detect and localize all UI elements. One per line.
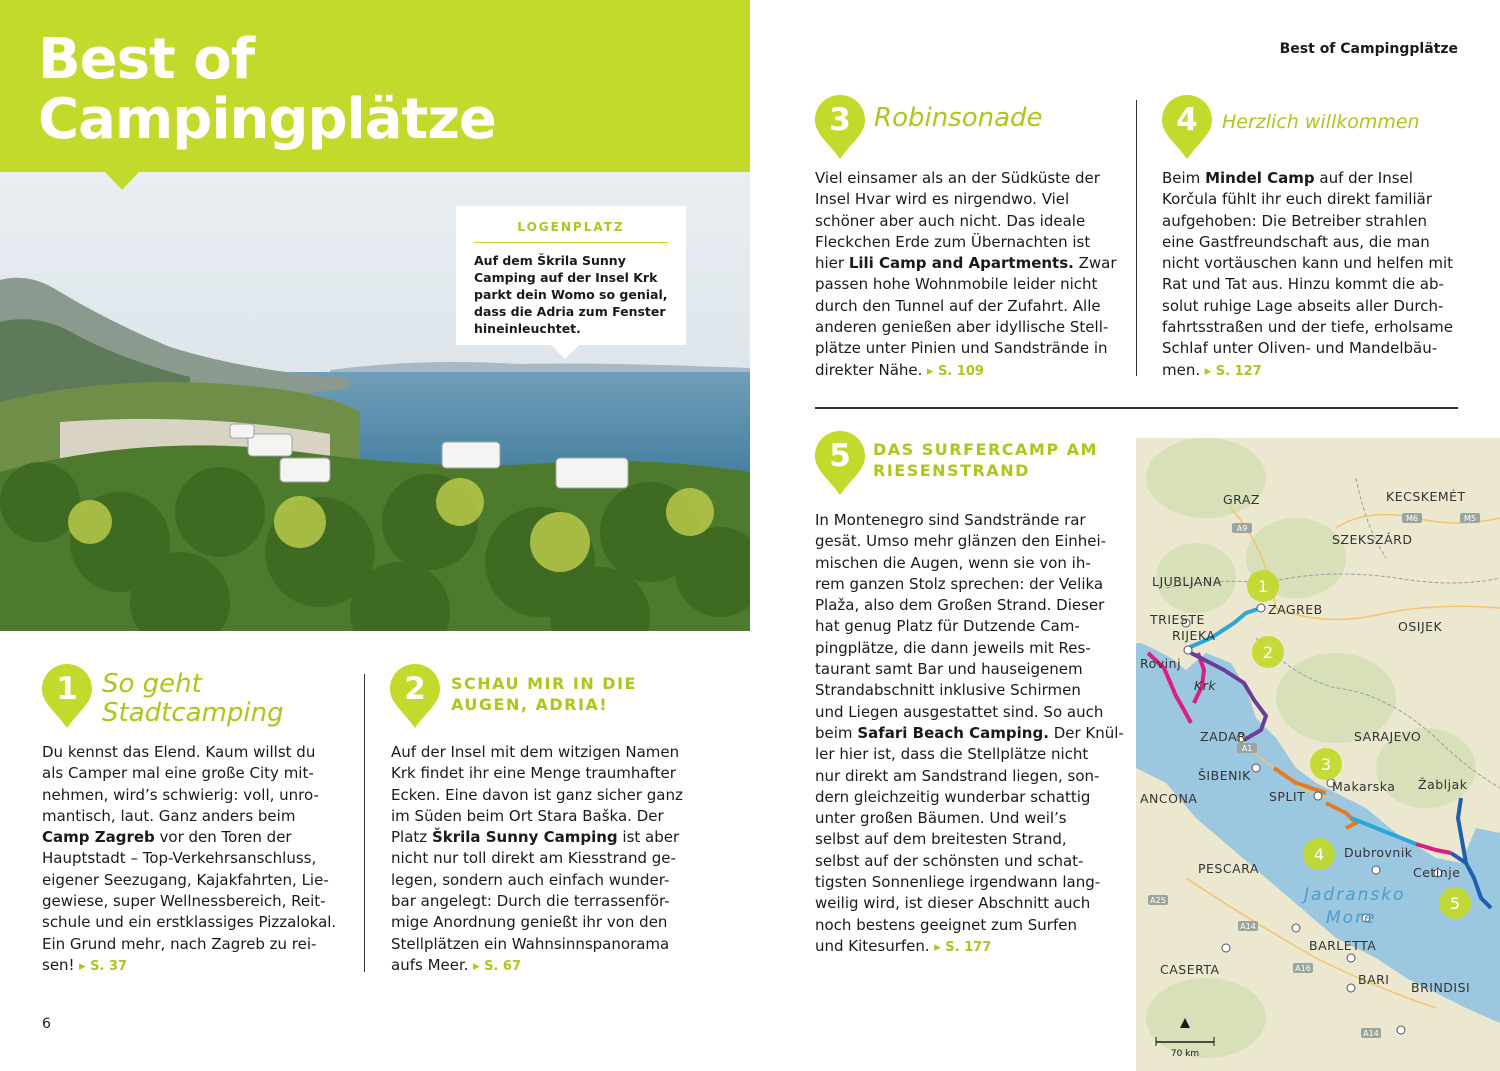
body-line: mige Anordnung genießt ihr von den	[391, 913, 668, 932]
map-city-label: ANCONA	[1140, 791, 1198, 806]
title-block	[0, 0, 750, 172]
section-5-marker: 5	[815, 431, 865, 495]
body-line: nicht nur toll direkt am Kiesstrand ge-	[391, 849, 676, 868]
section-divider	[815, 407, 1458, 409]
map-city-label: LJUBLJANA	[1152, 574, 1222, 589]
map-city-label: TRIESTE	[1150, 612, 1205, 627]
body-line: men. ▸ S. 127	[1162, 360, 1262, 379]
body-line: plätze unter Pinien und Sandstrände in	[815, 339, 1108, 358]
body-line: anderen genießen aber idyllische Stell-	[815, 318, 1109, 337]
body-line: Strandabschnitt inklusive Schirmen	[815, 681, 1081, 700]
body-line: weilig wird, ist dieser Abschnitt auch	[815, 894, 1091, 913]
map-marker-number: 2	[1262, 643, 1274, 662]
body-line: Viel einsamer als an der Südküste der	[815, 169, 1100, 187]
body-line: Platz Škrila Sunny Camping ist aber	[391, 828, 680, 847]
map-city-label: BARI	[1358, 972, 1390, 987]
page-reference-link[interactable]: ▸ S. 37	[74, 958, 128, 974]
body-line: Du kennst das Elend. Kaum willst du	[42, 743, 316, 761]
body-line: schule und ein erstklassiges Pizzalokal.	[42, 913, 337, 932]
page-title-line2: Campingplätze	[38, 87, 496, 152]
route-map	[1136, 438, 1500, 1071]
map-road-label: A1	[1241, 744, 1253, 753]
map-marker-number: 3	[1320, 755, 1332, 774]
map-city-label: PESCARA	[1198, 861, 1259, 876]
page-reference-link[interactable]: ▸ S. 109	[922, 363, 984, 379]
body-line: Ecken. Eine davon ist ganz sicher ganz	[391, 785, 683, 804]
body-line: als Camper mal eine große City mit-	[42, 764, 314, 783]
body-line: aufs Meer. ▸ S. 67	[391, 955, 522, 974]
section-2-marker: 2	[390, 664, 440, 728]
body-line: schöner aber auch nicht. Das ideale	[815, 211, 1086, 230]
section-3-marker: 3	[815, 95, 865, 159]
map-city-label: GRAZ	[1223, 492, 1260, 507]
section-5-body	[815, 510, 1125, 958]
map-city-label: OSIJEK	[1398, 619, 1443, 634]
section-1-marker: 1	[42, 664, 92, 728]
column-divider	[1136, 100, 1137, 376]
map-city-label: Cetinje	[1413, 865, 1461, 880]
body-line: eine Gastfreundschaft aus, die man	[1162, 232, 1430, 251]
body-line: nehmen, wird’s schwierig: voll, unro-	[42, 785, 319, 804]
body-line: mischen die Augen, wenn sie von ih-	[815, 553, 1091, 572]
map-city-label: Makarska	[1332, 779, 1396, 794]
body-line: bar angelegt: Durch die terrassenför-	[391, 892, 670, 911]
map-city-label: SARAJEVO	[1354, 729, 1422, 744]
body-line: Beim Mindel Camp auf der Insel	[1162, 169, 1413, 187]
page-title-line1: Best of	[38, 27, 255, 92]
body-line: nur direkt am Sandstrand liegen, son-	[815, 766, 1100, 785]
map-city-label: RIJEKA	[1172, 628, 1216, 643]
body-line: selbst auf dem breitesten Strand,	[815, 830, 1067, 849]
body-line: rem ganzen Stolz sprechen: der Velika	[815, 574, 1104, 593]
body-line: ler hier ist, dass die Stellplätze nicht	[815, 745, 1089, 764]
body-line: und Liegen ausgestattet sind. So auch	[815, 702, 1104, 721]
section-1-body	[42, 742, 352, 977]
body-line: Hauptstadt – Top-Verkehrsanschluss,	[42, 849, 317, 868]
running-head: Best of Campingplätze	[1279, 41, 1458, 57]
body-line: gewiese, super Wellnessbereich, Reit-	[42, 892, 326, 911]
map-road-label: A16	[1295, 964, 1311, 973]
body-line: direkter Nähe. ▸ S. 109	[815, 360, 984, 379]
body-line: mantisch, laut. Ganz anders beim	[42, 806, 296, 825]
body-line: Ein Grund mehr, nach Zagreb zu rei-	[42, 934, 317, 953]
map-city-label: Krk	[1194, 678, 1217, 693]
map-city-label: ZADAR	[1200, 729, 1247, 744]
map-city-label: SPLIT	[1269, 789, 1306, 804]
map-scale-label: 70 km	[1170, 1049, 1200, 1059]
section-4-heading: Herzlich willkommen	[1222, 111, 1420, 133]
body-line: eigener Seezugang, Kajakfahrten, Lie-	[42, 870, 329, 889]
map-city-label: BRINDISI	[1411, 980, 1471, 995]
body-line: im Süden beim Ort Stara Baška. Der	[391, 806, 664, 825]
callout-box	[456, 206, 686, 345]
section-4-body	[1162, 168, 1462, 382]
body-line: Insel Hvar wird es nirgendwo. Viel	[815, 190, 1070, 209]
body-line: Korčula fühlt ihr euch direkt familiär	[1162, 190, 1432, 209]
callout-text: Auf dem Škrila Sunny Camping auf der Insel Krk parkt dein Womo so genial, dass die Adria zum Fenster hineinleuchtet.	[474, 253, 668, 336]
body-line: Rat und Tat aus. Hinzu kommt die ab-	[1162, 275, 1444, 294]
page-number: 6	[42, 1016, 51, 1032]
map-city-label: BARLETTA	[1309, 938, 1377, 953]
body-line: selbst auf der schönsten und schat-	[815, 851, 1084, 870]
map-road-label: A14	[1240, 922, 1256, 931]
body-line: fahrtsstraßen und der tiefe, erholsame	[1162, 318, 1453, 337]
section-3-heading: Robinsonade	[874, 103, 1043, 133]
map-city-label: SZEKSZÁRD	[1332, 532, 1413, 547]
body-line: legen, sondern auch einfach wunder-	[391, 870, 670, 889]
map-city-label: Rovinj	[1140, 656, 1182, 671]
map-road-label: M6	[1406, 514, 1418, 523]
map-marker-number: 4	[1313, 845, 1325, 864]
map-sea-label: More	[1326, 908, 1377, 928]
body-line: durch den Tunnel auf der Zufahrt. Alle	[815, 296, 1101, 315]
body-line: Fleckchen Erde zum Übernachten ist	[815, 232, 1091, 251]
map-city-label: KECSKEMÉT	[1386, 489, 1466, 504]
page-reference-link[interactable]: ▸ S. 177	[929, 939, 992, 955]
body-line: Krk findet ihr eine Menge traumhafter	[391, 764, 676, 783]
body-line: Stellplätzen ein Wahnsinnspanorama	[391, 934, 670, 953]
body-line: sen! ▸ S. 37	[42, 955, 128, 974]
body-line: In Montenegro sind Sandstrände rar	[815, 511, 1086, 529]
section-5-heading: DAS SURFERCAMP AM RIESENSTRAND	[873, 440, 1098, 480]
page-reference-link[interactable]: ▸ S. 127	[1200, 363, 1262, 379]
body-line: Camp Zagreb vor den Toren der	[42, 828, 292, 847]
body-line: hat genug Platz für Dutzende Cam-	[815, 617, 1080, 636]
body-line: taurant samt Bar und hauseigenem	[815, 660, 1083, 679]
body-line: und Kitesurfen. ▸ S. 177	[815, 936, 992, 955]
body-line: Plaža, also dem Großen Strand. Dieser	[815, 596, 1105, 615]
map-road-label: A14	[1363, 1029, 1379, 1038]
body-line: pingplätze, die dann jeweils mit Res-	[815, 638, 1091, 657]
body-line: beim Safari Beach Camping. Der Knül-	[815, 723, 1124, 742]
section-2-body	[391, 742, 711, 977]
map-road-label: A9	[1236, 524, 1248, 533]
body-line: dern gleichzeitig wunderbar schattig	[815, 787, 1091, 806]
body-line: nicht vortäuschen kann und helfen mit	[1162, 254, 1453, 273]
column-divider	[364, 674, 365, 972]
body-line: passen hohe Wohnmobile leider nicht	[815, 275, 1098, 294]
body-line: aufgehoben: Die Betreiber strahlen	[1162, 211, 1427, 230]
callout-heading: LOGENPLATZ	[474, 220, 668, 243]
section-3-body	[815, 168, 1125, 382]
title-notch	[105, 172, 139, 190]
body-line: unter großen Bäumen. Und weil’s	[815, 809, 1067, 828]
section-4-marker: 4	[1162, 95, 1212, 159]
body-line: tigsten Sonnenliege irgendwann lang-	[815, 873, 1101, 892]
map-sea-label: Jadransko	[1304, 885, 1406, 905]
body-line: Auf der Insel mit dem witzigen Namen	[391, 743, 680, 761]
section-1-heading: So geht Stadtcamping	[102, 669, 284, 728]
map-road-label: M5	[1464, 514, 1476, 523]
map-city-label: Žabljak	[1418, 777, 1468, 792]
body-line: noch bestens geeignet zum Surfen	[815, 915, 1077, 934]
callout-notch	[551, 345, 579, 359]
page-reference-link[interactable]: ▸ S. 67	[468, 958, 522, 974]
body-line: solut ruhige Lage abseits aller Durch-	[1162, 296, 1444, 315]
body-line: hier Lili Camp and Apartments. Zwar	[815, 254, 1117, 273]
map-city-label: Dubrovnik	[1344, 845, 1413, 860]
section-2-heading: SCHAU MIR IN DIE AUGEN, ADRIA!	[451, 674, 637, 714]
body-line: gesät. Umso mehr glänzen den Einhei-	[815, 532, 1107, 551]
map-city-label: ZAGREB	[1268, 602, 1323, 617]
map-city-label: CASERTA	[1160, 962, 1220, 977]
map-marker-number: 1	[1257, 577, 1269, 596]
body-line: Schlaf unter Oliven- und Mandelbäu-	[1162, 339, 1438, 358]
map-road-label: A25	[1150, 896, 1166, 905]
map-city-label: ŠIBENIK	[1198, 768, 1251, 783]
map-marker-number: 5	[1449, 894, 1461, 913]
